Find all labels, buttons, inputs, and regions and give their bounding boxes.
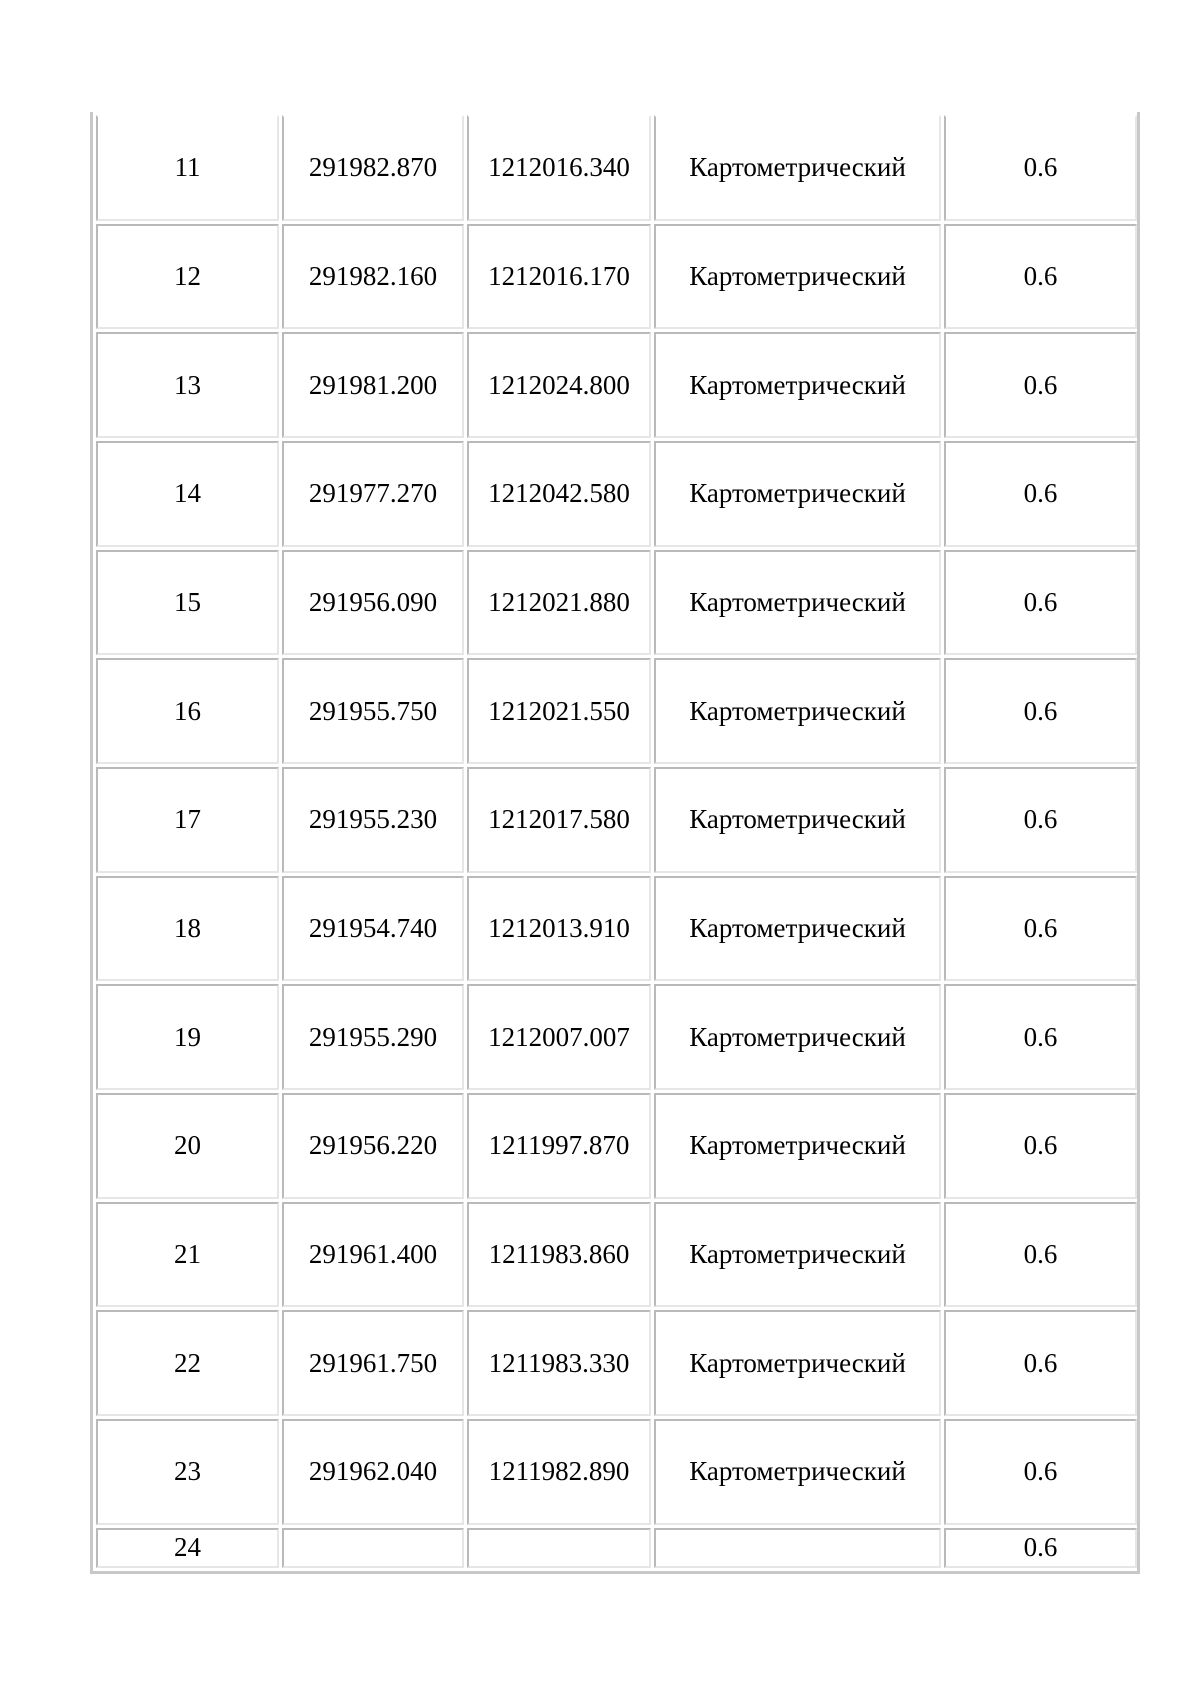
method-cell: Картометрический <box>654 1419 941 1525</box>
accuracy-cell: 0.6 <box>944 224 1137 330</box>
method-cell: Картометрический <box>654 332 941 438</box>
accuracy-cell: 0.6 <box>944 1528 1137 1568</box>
point-number-cell: 21 <box>96 1202 279 1308</box>
accuracy-cell: 0.6 <box>944 1202 1137 1308</box>
y-coordinate-cell: 1211983.330 <box>467 1310 651 1416</box>
y-coordinate-cell: 1211982.890 <box>467 1419 651 1525</box>
method-cell: Картометрический <box>654 1202 941 1308</box>
table-row <box>96 1202 1137 1308</box>
y-coordinate-cell: 1211997.870 <box>467 1093 651 1199</box>
accuracy-cell: 0.6 <box>944 1419 1137 1525</box>
method-cell: Картометрический <box>654 441 941 547</box>
y-coordinate-cell: 1212021.550 <box>467 658 651 764</box>
point-number-cell: 19 <box>96 984 279 1090</box>
table-row <box>96 115 1137 221</box>
method-cell: Картометрический <box>654 876 941 982</box>
method-cell: Картометрический <box>654 224 941 330</box>
coordinates-table-container <box>90 112 1140 1574</box>
x-coordinate-cell: 291977.270 <box>282 441 464 547</box>
x-coordinate-cell: 291981.200 <box>282 332 464 438</box>
x-coordinate-cell: 291982.160 <box>282 224 464 330</box>
point-number-cell: 11 <box>96 115 279 221</box>
method-cell <box>654 1528 941 1568</box>
x-coordinate-cell: 291962.040 <box>282 1419 464 1525</box>
method-cell: Картометрический <box>654 1093 941 1199</box>
accuracy-cell: 0.6 <box>944 441 1137 547</box>
accuracy-cell: 0.6 <box>944 550 1137 656</box>
table-row <box>96 224 1137 330</box>
method-cell: Картометрический <box>654 767 941 873</box>
point-number-cell: 15 <box>96 550 279 656</box>
table-row <box>96 1093 1137 1199</box>
point-number-cell: 24 <box>96 1528 279 1568</box>
table-row <box>96 441 1137 547</box>
point-number-cell: 18 <box>96 876 279 982</box>
x-coordinate-cell: 291956.220 <box>282 1093 464 1199</box>
y-coordinate-cell <box>467 1528 651 1568</box>
y-coordinate-cell: 1212017.580 <box>467 767 651 873</box>
method-cell: Картометрический <box>654 984 941 1090</box>
table-row <box>96 1419 1137 1525</box>
accuracy-cell: 0.6 <box>944 1310 1137 1416</box>
method-cell: Картометрический <box>654 658 941 764</box>
table-row <box>96 984 1137 1090</box>
y-coordinate-cell: 1212016.340 <box>467 115 651 221</box>
x-coordinate-cell: 291955.290 <box>282 984 464 1090</box>
table-row <box>96 876 1137 982</box>
x-coordinate-cell: 291955.230 <box>282 767 464 873</box>
x-coordinate-cell: 291961.750 <box>282 1310 464 1416</box>
accuracy-cell: 0.6 <box>944 984 1137 1090</box>
table-row <box>96 1310 1137 1416</box>
table-row <box>96 1528 1137 1568</box>
point-number-cell: 17 <box>96 767 279 873</box>
x-coordinate-cell: 291961.400 <box>282 1202 464 1308</box>
x-coordinate-cell <box>282 1528 464 1568</box>
method-cell: Картометрический <box>654 1310 941 1416</box>
accuracy-cell: 0.6 <box>944 1093 1137 1199</box>
x-coordinate-cell: 291954.740 <box>282 876 464 982</box>
y-coordinate-cell: 1211983.860 <box>467 1202 651 1308</box>
point-number-cell: 14 <box>96 441 279 547</box>
y-coordinate-cell: 1212024.800 <box>467 332 651 438</box>
method-cell: Картометрический <box>654 550 941 656</box>
accuracy-cell: 0.6 <box>944 115 1137 221</box>
y-coordinate-cell: 1212016.170 <box>467 224 651 330</box>
accuracy-cell: 0.6 <box>944 767 1137 873</box>
y-coordinate-cell: 1212013.910 <box>467 876 651 982</box>
point-number-cell: 23 <box>96 1419 279 1525</box>
x-coordinate-cell: 291955.750 <box>282 658 464 764</box>
table-row <box>96 767 1137 873</box>
coordinates-table <box>93 112 1140 1571</box>
table-row <box>96 658 1137 764</box>
accuracy-cell: 0.6 <box>944 658 1137 764</box>
method-cell: Картометрический <box>654 115 941 221</box>
x-coordinate-cell: 291956.090 <box>282 550 464 656</box>
table-row <box>96 332 1137 438</box>
x-coordinate-cell: 291982.870 <box>282 115 464 221</box>
point-number-cell: 13 <box>96 332 279 438</box>
point-number-cell: 20 <box>96 1093 279 1199</box>
point-number-cell: 22 <box>96 1310 279 1416</box>
point-number-cell: 12 <box>96 224 279 330</box>
table-row <box>96 550 1137 656</box>
y-coordinate-cell: 1212007.007 <box>467 984 651 1090</box>
accuracy-cell: 0.6 <box>944 876 1137 982</box>
y-coordinate-cell: 1212021.880 <box>467 550 651 656</box>
y-coordinate-cell: 1212042.580 <box>467 441 651 547</box>
accuracy-cell: 0.6 <box>944 332 1137 438</box>
point-number-cell: 16 <box>96 658 279 764</box>
